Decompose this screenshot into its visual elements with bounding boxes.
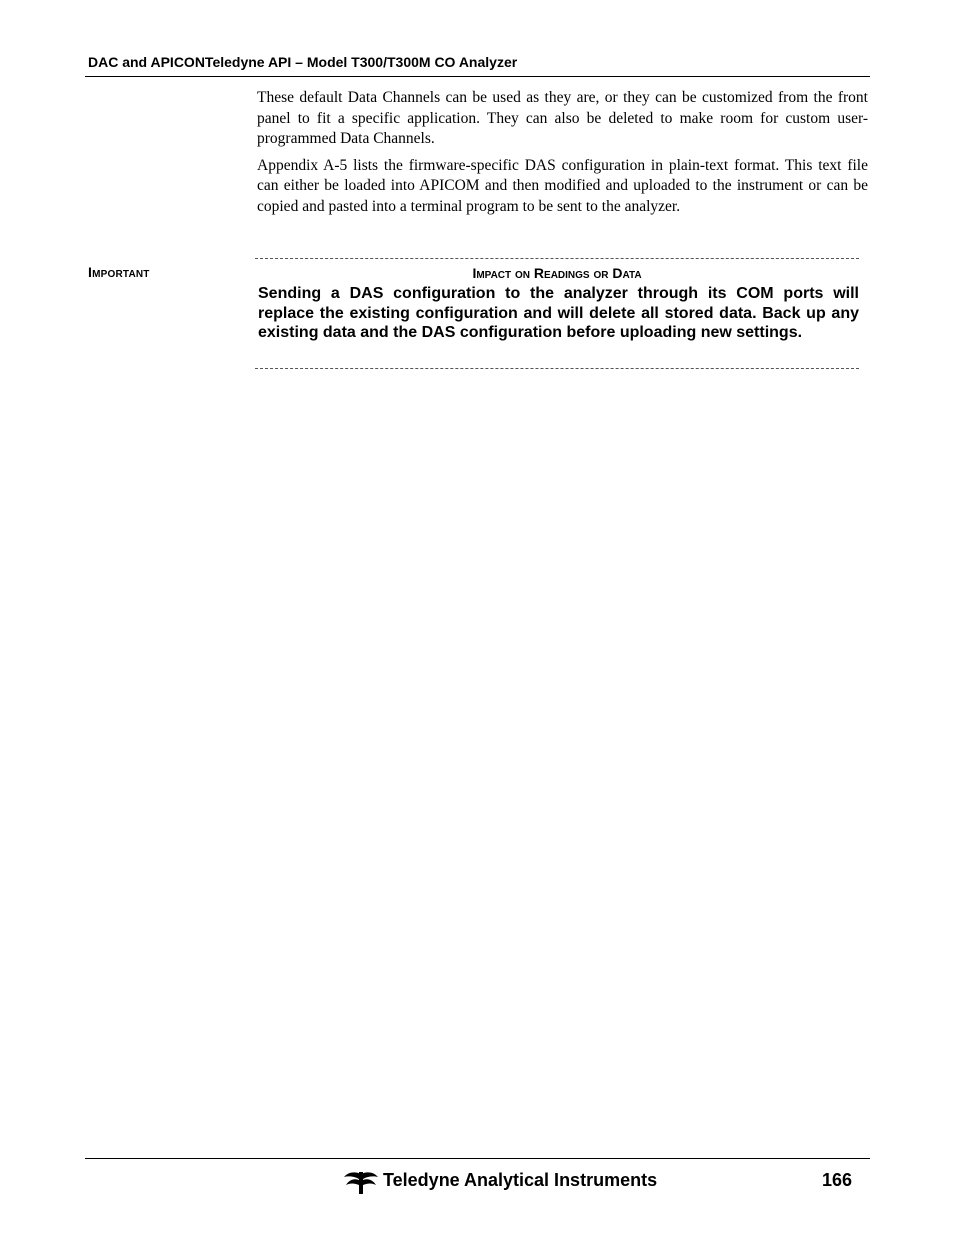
footer-divider — [85, 1158, 870, 1159]
paragraph: These default Data Channels can be used as they are, or they can be customized from the front panel to fit a specific application. They can also be deleted to make room for custom user-programmed Data Channels. — [257, 89, 868, 147]
page-number: 166 — [822, 1170, 853, 1190]
important-callout — [255, 258, 859, 370]
callout-text: Sending a DAS configuration to the analyzer through its COM ports will replace the existing configuration and will delete all stored data. Back up any existing data and the DAS configuration before uploading new settings. — [258, 285, 859, 342]
important-label: Important — [88, 264, 150, 280]
callout-top-border — [255, 258, 859, 259]
body-text — [257, 88, 868, 223]
callout-title: Impact on Readings or Data — [472, 265, 642, 281]
paragraph: Appendix A-5 lists the firmware-specific DAS configuration in plain-text format. This text file can either be loaded into APICOM and then modified and uploaded to the instrument or can be copied and pasted into a terminal program to be sent to the analyzer. — [257, 156, 868, 215]
callout-bottom-border — [255, 368, 859, 369]
footer-company: Teledyne Analytical Instruments — [383, 1170, 658, 1190]
header-divider — [85, 76, 870, 77]
page-header: DAC and APICONTeledyne API – Model T300/T300M CO Analyzer — [88, 54, 518, 70]
teledyne-logo-icon — [343, 1168, 379, 1196]
